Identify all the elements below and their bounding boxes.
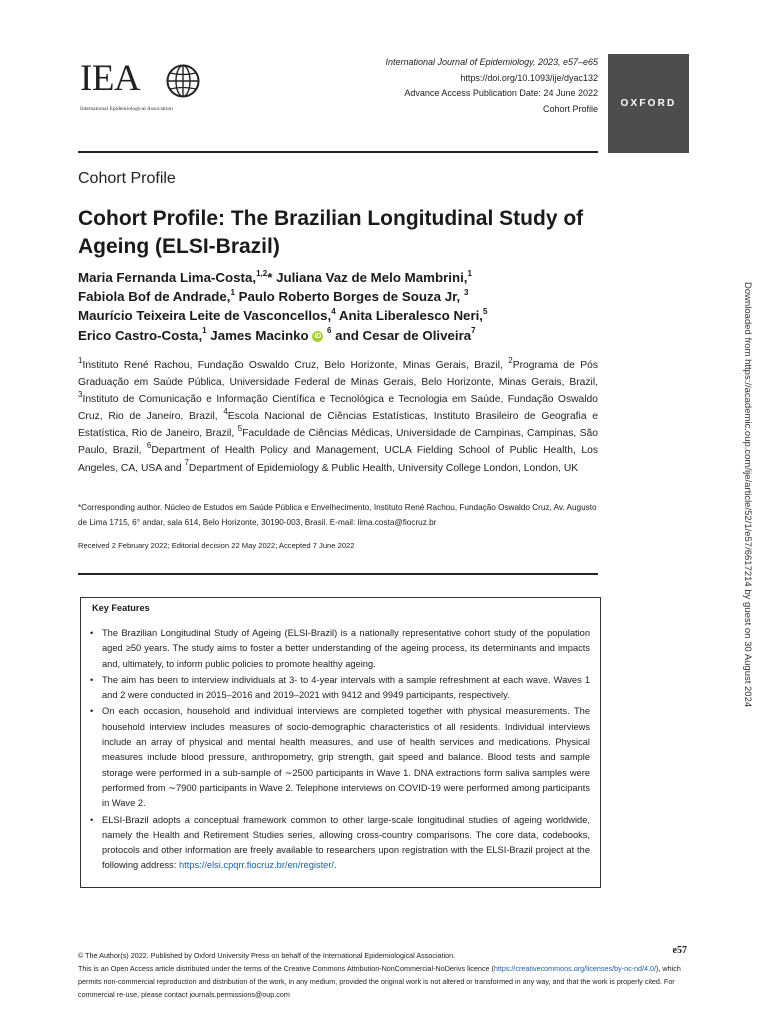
publisher-name: OXFORD	[620, 98, 677, 109]
page-number: e57	[672, 945, 687, 956]
list-item: • On each occasion, household and individual interviews are completed together with physical measurements. The household interview includes measures of socio-demographic characteristics of all residents. Individual interviews include an array of physical and mental health measures, and use of health services and medications. Physical measures include blood pressure, anthropometry, grip strength, gait speed and balance. Blood tests and sample storage were performed in a sub-sample of ∼2500 participants in Wave 1. DNA extractions form saliva samples were performed from ∼7900 participants in Wave 2. Telephone interviews on COVID-19 were performed among participants in Wave 2.	[90, 704, 590, 811]
header-divider	[78, 151, 598, 153]
received-dates: Received 2 February 2022; Editorial decision 22 May 2022; Accepted 7 June 2022	[78, 541, 355, 550]
key-features-list	[90, 626, 590, 875]
affiliations: $^1$Instituto René Rachou, Fundação Oswaldo Cruz, Belo Horizonte, Minas Gerais, Brazil, $^2$Programa de Pós Graduação em Saúde Pública, Universidade Federal de Minas Gerais, Belo Horizonte, Minas Gerais, Brazil, $^3$Instituto de Comunicação e Informação Científica e Tecnológica e Tecnologia em Saúde, Fundação Oswaldo Cruz, Rio de Janeiro, Brazil, $^4$Escola Nacional de Ciências Estatísticas, Instituto Brasileiro de Geografia e Estatística, Rio de Janeiro, Brazil, $^5$Faculdade de Ciências Médicas, Universidade de Campinas, Campinas, São Paulo, Brazil, $^6$Department of Health Policy and Management, UCLA Fielding School of Public Health, Los Angeles, CA, USA and $^7$Department of Epidemiology & Public Health, University College London, London, UK	[78, 355, 598, 474]
author-list	[78, 268, 618, 345]
license-footer	[78, 949, 690, 1001]
license-link[interactable]: https://creativecommons.org/licenses/by-nc-nd/4.0/	[493, 964, 657, 973]
registration-link[interactable]: https://elsi.cpqrr.fiocruz.br/en/register/	[179, 860, 335, 871]
author: Anita Liberalesco Neri,$^5$	[338, 306, 488, 324]
article-title: Cohort Profile: The Brazilian Longitudinal Study of Ageing (ELSI-Brazil)	[78, 207, 584, 258]
list-item: • The Brazilian Longitudinal Study of Ageing (ELSI-Brazil) is a nationally representative cohort study of the population aged ≥50 years. The study aims to foster a better understanding of the ageing process, its determinants and impacts and, ultimately, to inform public policies to promote healthy ageing.	[90, 626, 590, 672]
iea-logo-subtitle: International Epidemiological Association	[80, 106, 173, 112]
author: Maria Fernanda Lima-Costa,$^{1,2}$*	[78, 268, 277, 285]
advance-access-date: Advance Access Publication Date: 24 June 2022	[404, 88, 598, 98]
oxford-publisher-logo	[608, 54, 689, 153]
author: Juliana Vaz de Melo Mambrini,$^1$	[276, 268, 472, 285]
list-item: • ELSI-Brazil adopts a conceptual framework common to other large-scale longitudinal studies of ageing worldwide, namely the Health and Retirement Studies series, allowing cross-country comparisons. The core data, codebooks, protocols and other information are freely available to researchers upon registration with the ELSI-Brazil project at the following address: https://elsi.cpqrr.fiocruz.br/en/register/.	[90, 813, 590, 874]
journal-citation: International Journal of Epidemiology, 2023, e57–e65	[385, 57, 598, 67]
list-item: • The aim has been to interview individuals at 3- to 4-year intervals with a sample refreshment at each wave. Waves 1 and 2 were conducted in 2015–2016 and 2019–2021 with 9412 and 9949 participants, respectively.	[90, 673, 590, 704]
orcid-icon[interactable]: iD	[314, 332, 322, 340]
author: Maurício Teixeira Leite de Vasconcellos,$^4$	[78, 306, 336, 324]
globe-icon	[166, 64, 200, 98]
section-label: Cohort Profile	[78, 170, 176, 187]
doi-link[interactable]: https://doi.org/10.1093/ije/dyac132	[460, 72, 598, 83]
corresponding-author: *Corresponding author. Núcleo de Estudos em Saúde Pública e Envelhecimento, Instituto René Rachou, Fundação Oswaldo Cruz, Av. Augusto de Lima 1715, 6° andar, sala 614, Belo Horizonte, 30190-003, Brasil. E-mail: lima.costa@fiocruz.br	[78, 503, 597, 527]
journal-meta	[386, 55, 598, 117]
author: Paulo Roberto Borges de Souza Jr, $^3$	[238, 287, 469, 305]
key-features-title: Key Features	[92, 603, 150, 613]
author: Erico Castro-Costa,$^1$	[78, 326, 207, 343]
copyright: © The Author(s) 2022. Published by Oxford University Press on behalf of the International Epidemiological Association.	[78, 951, 456, 960]
content-divider	[78, 573, 598, 575]
iea-logo-text: IEA	[80, 58, 141, 99]
article-type: Cohort Profile	[542, 103, 598, 114]
download-notice: Downloaded from https://academic.oup.com/ije/article/52/1/e57/6617214 by guest on 30 August 2024	[742, 282, 753, 708]
author: and Cesar de Oliveira$^7$	[335, 326, 476, 343]
author: Fabiola Bof de Andrade,$^1$	[78, 287, 235, 305]
author: James Macinko iD $^6$	[210, 326, 332, 343]
license-text: This is an Open Access article distributed under the terms of the Creative Commons Attribution-NonCommercial-NoDerivs licence (https://creativecommons.org/licenses/by-nc-nd/4.0/), which permits non-commercial reproduction and distribution of the work, in any medium, provided the original work is not altered or transformed in any way, and that the work is properly cited. For commercial re-use, please contact journals.permissions@oup.com	[78, 964, 681, 999]
